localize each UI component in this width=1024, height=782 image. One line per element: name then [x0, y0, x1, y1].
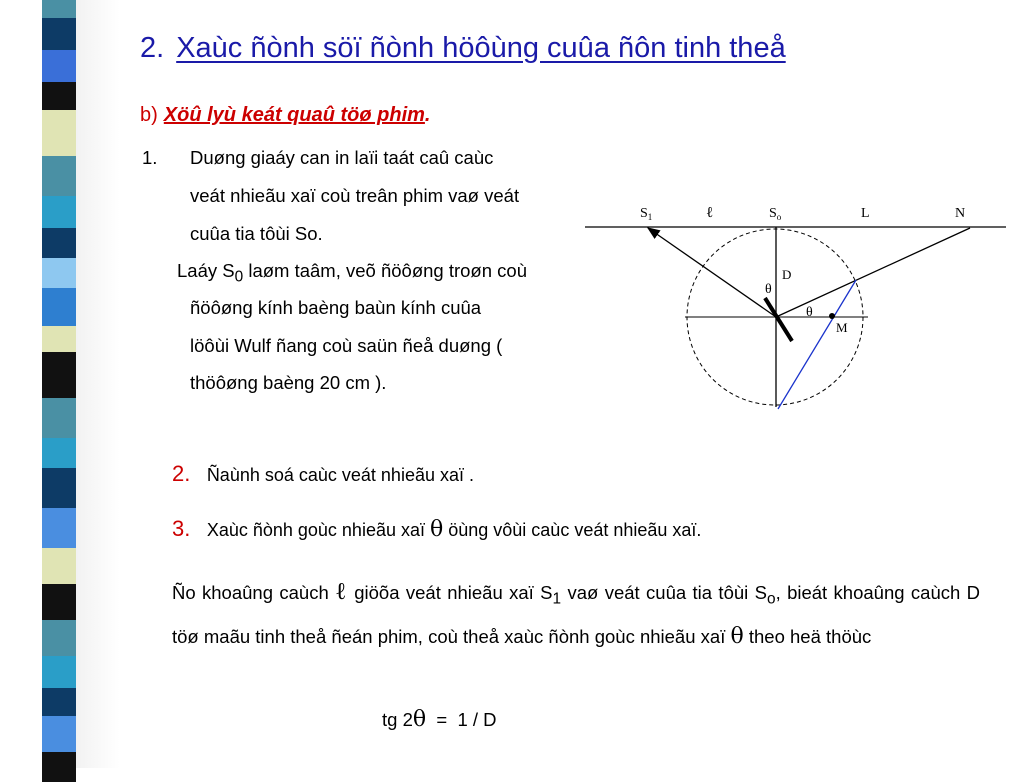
label-d: D: [782, 267, 792, 282]
ray-to-n: [776, 228, 970, 317]
strip-segment: [42, 228, 76, 258]
label-theta-upper: θ: [765, 282, 772, 297]
step2-number: 2.: [172, 461, 191, 486]
formula: tg 2θ = 1 / D: [382, 707, 497, 732]
item1-number: 1.: [142, 147, 158, 168]
label-m: M: [836, 320, 848, 335]
strip-segment: [42, 196, 76, 228]
title-number: 2.: [140, 32, 165, 64]
label-ell: ℓ: [706, 205, 714, 221]
strip-segment: [42, 398, 76, 438]
subheading-text: Xöû lyù keát quaû töø phim: [163, 104, 425, 126]
strip-segment: [42, 656, 76, 688]
step3: [172, 516, 701, 542]
strip-segment: [42, 18, 76, 50]
subheading-period: .: [424, 104, 431, 126]
label-s1: $S_1$: [640, 206, 653, 222]
crystal-sample: [765, 298, 792, 341]
strip-shadow: [76, 0, 120, 768]
label-theta-lower: θ: [806, 305, 813, 320]
left-decorative-strip: [0, 0, 120, 768]
step2: [172, 461, 474, 487]
strip-segment: [42, 508, 76, 548]
strip-segment: [42, 288, 76, 326]
item1-line-3: cuûa tia tôùi So.: [190, 223, 323, 244]
indent-pre: Laáy S: [177, 260, 235, 281]
strip-segment: [42, 548, 76, 584]
strip-segment: [42, 716, 76, 752]
strip-segment: [42, 752, 76, 782]
label-so: $S_o$: [769, 206, 782, 222]
diffraction-diagram: [580, 195, 1010, 425]
step3-number: 3.: [172, 516, 191, 541]
strip-segment: [42, 0, 76, 18]
strip-segment: [42, 620, 76, 656]
item1-indent-line-1: [177, 260, 527, 287]
step3-text: Xaùc ñònh goùc nhieãu xaï θ öùng vôùi caùc veát nhieãu xaï.: [206, 517, 702, 542]
strip-segment: [42, 326, 76, 352]
label-n: N: [955, 206, 966, 221]
step2-text: Ñaùnh soá caùc veát nhieãu xaï .: [206, 465, 474, 485]
item1-indent-line-4: thöôøng baèng 20 cm ).: [190, 372, 387, 393]
title-text: Xaùc ñònh söï ñònh höôùng cuûa ñôn tinh theå: [176, 32, 786, 64]
strip-segment: [42, 110, 76, 156]
stripe-column: [42, 0, 76, 768]
strip-segment: [42, 352, 76, 398]
strip-segment: [42, 468, 76, 508]
strip-segment: [42, 156, 76, 196]
subheading: [140, 104, 430, 127]
crystal-plane-line: [778, 280, 856, 409]
explanation-paragraph: Ño khoaûng caùch ℓ giöõa veát nhieãu xaï $S_1$ vaø veát cuûa tia tôùi $S_o$, bieát khoaûng caùch D töø maãu tinh theå ñeán phim, coù theå xaùc ñònh goùc nhieãu xaï θ theo heä thöùc: [172, 577, 981, 649]
strip-segment: [42, 584, 76, 620]
indent-sub: 0: [234, 268, 244, 286]
slide-title: [140, 32, 786, 65]
strip-segment: [42, 50, 76, 82]
subheading-label: b): [140, 104, 158, 126]
item1-indent-line-3: löôùi Wulf ñang coù saün ñeå duøng (: [190, 335, 503, 356]
item1-indent-line-2: ñöôøng kính baèng baùn kính cuûa: [190, 297, 482, 318]
diffracted-ray-s1: [648, 228, 776, 317]
point-m: [829, 313, 835, 319]
strip-segment: [42, 82, 76, 110]
indent-post: laøm taâm, veõ ñöôøng troøn coù: [243, 260, 527, 281]
strip-segment: [42, 438, 76, 468]
item1-line-1: Duøng giaáy can in laïi taát caû caùc: [190, 147, 494, 168]
item1-line-2: veát nhieãu xaï coù treân phim vaø veát: [190, 185, 520, 206]
strip-segment: [42, 258, 76, 288]
label-l: L: [861, 206, 870, 221]
strip-segment: [42, 688, 76, 716]
